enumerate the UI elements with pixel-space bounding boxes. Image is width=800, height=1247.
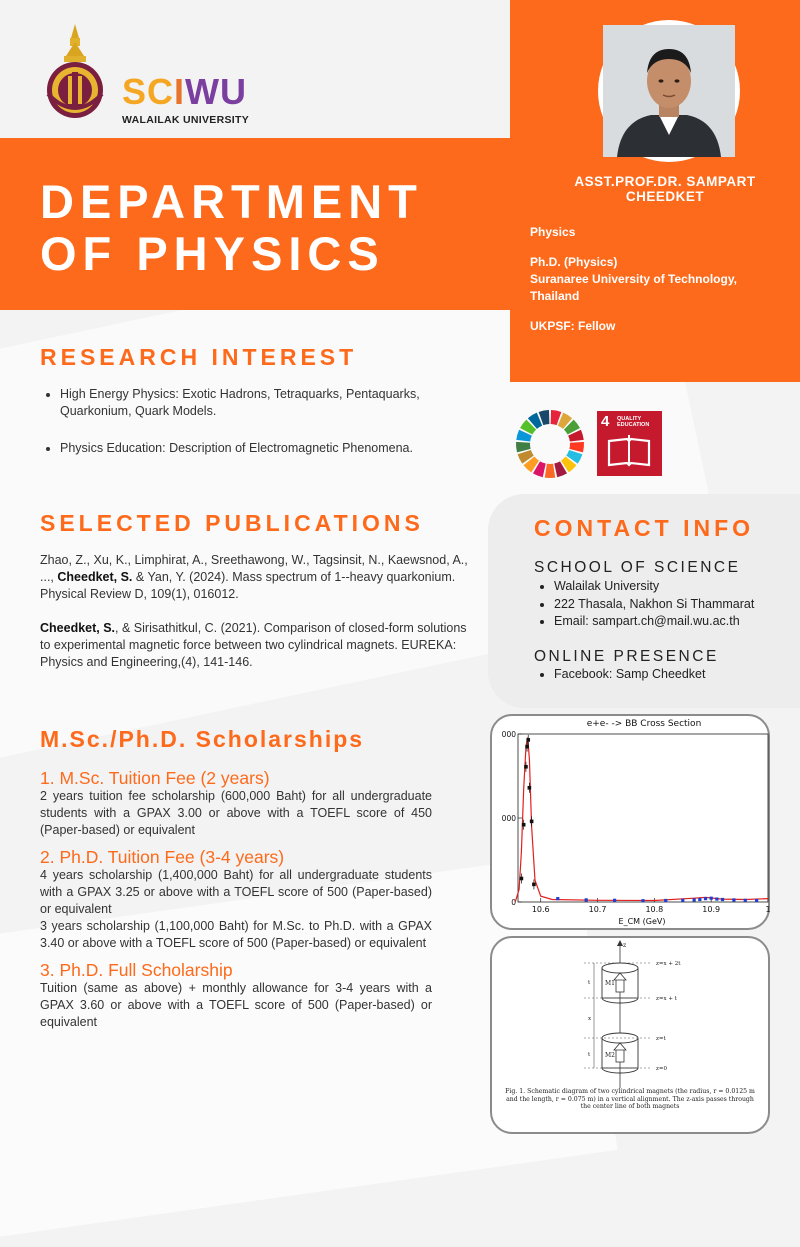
school-heading: SCHOOL OF SCIENCE bbox=[534, 559, 741, 576]
y-tick-label: 000 bbox=[501, 814, 516, 823]
x-tick-label: 10.7 bbox=[588, 905, 607, 914]
x-tick-label: 1 bbox=[765, 905, 771, 914]
scholarship-description: 2 years tuition fee scholarship (600,000 Baht) for all undergraduate students with a GPAX 3.00 or above with a TOEFL score of 450 (Paper-based) or equivalent bbox=[40, 789, 432, 837]
profile-photo-frame bbox=[598, 20, 740, 162]
data-point bbox=[641, 899, 644, 902]
research-interest-heading: RESEARCH INTEREST bbox=[40, 344, 358, 370]
sdg-goal-label: QUALITY EDUCATION bbox=[617, 416, 650, 428]
data-point bbox=[704, 897, 707, 900]
publications-list bbox=[40, 552, 470, 688]
online-presence-heading: ONLINE PRESENCE bbox=[534, 648, 719, 665]
scholarship-description: Tuition (same as above) + monthly allowance for 3-4 years with a GPAX 3.60 or above with a TOEFL score of 500 (Paper-based) or equivalent bbox=[40, 981, 432, 1029]
scholarships-list bbox=[40, 764, 432, 1039]
sdg-wheel-icon bbox=[514, 408, 586, 480]
sdg-wheel-segment bbox=[569, 442, 584, 452]
level-label: z=x + t bbox=[656, 996, 677, 1002]
research-interest-list bbox=[46, 386, 456, 477]
chart-title: e+e- -> BB Cross Section bbox=[586, 719, 702, 729]
professor-degree: Ph.D. (Physics) bbox=[530, 255, 618, 269]
data-point bbox=[715, 897, 718, 900]
professor-fellowship: UKPSF: Fellow bbox=[530, 319, 616, 333]
magnet-diagram-frame bbox=[490, 936, 770, 1134]
data-point bbox=[613, 899, 616, 902]
scholarships-heading: M.Sc./Ph.D. Scholarships bbox=[40, 726, 365, 752]
scholarship-title: 3. Ph.D. Full Scholarship bbox=[40, 960, 233, 980]
online-presence-list bbox=[540, 666, 705, 684]
data-point bbox=[524, 765, 528, 769]
publications-heading: SELECTED PUBLICATIONS bbox=[40, 510, 424, 536]
magnet-diagram bbox=[492, 938, 768, 1132]
list-item: • High Energy Physics: Exotic Hadrons, Tetraquarks, Pentaquarks, Quarkonium, Quark Models. bbox=[60, 386, 456, 420]
sdg-wheel-segment bbox=[516, 442, 531, 452]
university-seal-logo bbox=[44, 24, 106, 122]
data-point bbox=[528, 786, 532, 790]
scholarship-title: 2. Ph.D. Tuition Fee (3-4 years) bbox=[40, 847, 285, 867]
university-name: WALAILAK UNIVERSITY bbox=[122, 114, 250, 126]
publication-item: Zhao, Z., Xu, K., Limphirat, A., Sreethawong, W., Tagsinsit, N., Kaewsnod, A., ..., Cheedket, S. & Yan, Y. (2024). Mass spectrum of 1--heavy quarkonium. Physical Review D, 109(1), 016012. bbox=[40, 553, 468, 601]
data-point bbox=[744, 899, 747, 902]
author-highlight: Cheedket, S. bbox=[57, 570, 133, 584]
department-title: DEPARTMENT OF PHYSICS bbox=[40, 175, 423, 280]
chart-xlabel: E_CM (GeV) bbox=[618, 917, 666, 926]
data-point bbox=[693, 898, 696, 901]
data-point bbox=[721, 898, 724, 901]
y-tick-label: 000 bbox=[501, 730, 516, 739]
data-point bbox=[520, 877, 524, 881]
publication-item: Cheedket, S., & Sirisathitkul, C. (2021). Comparison of closed-form solutions to experimental magnetic force between two cylindrical magnets. EUREKA: Physics and Engineering,(4), 141-146. bbox=[40, 621, 467, 669]
professor-name: ASST.PROF.DR. SAMPART CHEEDKET bbox=[574, 174, 756, 204]
email-link[interactable]: • Email: sampart.ch@mail.wu.ac.th bbox=[554, 613, 754, 631]
z-axis-label: z bbox=[623, 942, 627, 949]
x-tick-label: 10.8 bbox=[645, 905, 664, 914]
professor-field: Physics bbox=[530, 225, 576, 239]
data-point bbox=[681, 899, 684, 902]
profile-panel bbox=[510, 0, 800, 382]
sdg-goal-number: 4 bbox=[601, 413, 610, 430]
magnet-label: M2 bbox=[605, 1052, 615, 1059]
plot-area bbox=[518, 734, 768, 902]
data-point bbox=[664, 899, 667, 902]
dimension-label: t bbox=[588, 1052, 591, 1058]
scholarship-item bbox=[40, 768, 432, 839]
professor-institution: Suranaree University of Technology, Thailand bbox=[530, 272, 737, 303]
x-tick-label: 10.9 bbox=[702, 905, 721, 914]
data-point bbox=[585, 898, 588, 901]
author-highlight: Cheedket, S. bbox=[40, 621, 116, 635]
list-item: • 222 Thasala, Nakhon Si Thammarat bbox=[554, 596, 754, 614]
scholarship-title: 1. M.Sc. Tuition Fee (2 years) bbox=[40, 768, 270, 788]
data-point bbox=[710, 897, 713, 900]
school-contact-list bbox=[540, 578, 754, 631]
cross-section-chart bbox=[492, 716, 771, 928]
sdg-wheel-segment bbox=[545, 464, 555, 478]
list-item: • Walailak University bbox=[554, 578, 754, 596]
data-point bbox=[526, 738, 530, 742]
level-label: z=x + 2t bbox=[656, 961, 681, 967]
scholarship-item bbox=[40, 847, 432, 952]
facebook-link[interactable]: • Facebook: Samp Cheedket bbox=[554, 666, 705, 684]
x-tick-label: 10.6 bbox=[531, 905, 550, 914]
profile-photo bbox=[603, 25, 735, 157]
data-point bbox=[525, 745, 529, 749]
scholarship-description: 3 years scholarship (1,100,000 Baht) for M.Sc. to Ph.D. with a GPAX 3.40 or above with a TOEFL score of 500 (Paper-based) or equivalent bbox=[40, 919, 432, 950]
sdg-4-quality-education-icon bbox=[597, 411, 662, 476]
scholarship-description: 4 years scholarship (1,400,000 Baht) for all undergraduate students with a GPAX 3.25 or above with a TOEFL score of 500 (Paper-based) or equivalent bbox=[40, 868, 432, 916]
data-point bbox=[698, 898, 701, 901]
sciwu-wordmark: SCIWU bbox=[122, 71, 248, 112]
sciwu-logo bbox=[122, 71, 272, 126]
data-point bbox=[755, 899, 758, 902]
magnet-label: M1 bbox=[605, 980, 615, 987]
list-item: • Physics Education: Description of Electromagnetic Phenomena. bbox=[60, 440, 456, 457]
department-banner bbox=[0, 138, 510, 310]
figure-caption: Fig. 1. Schematic diagram of two cylindrical magnets (the radius, r = 0.0125 m and the length, r = 0.075 m) in a vertical alignment. The z-axis passes through the center line of both magnets bbox=[505, 1088, 755, 1110]
data-point bbox=[522, 823, 526, 827]
data-point bbox=[732, 898, 735, 901]
data-point bbox=[556, 897, 559, 900]
professor-degree-block bbox=[530, 254, 784, 305]
professor-details bbox=[530, 224, 784, 348]
data-point bbox=[530, 820, 534, 824]
contact-heading: CONTACT INFO bbox=[534, 515, 755, 541]
scholarship-item bbox=[40, 960, 432, 1031]
level-label: z=t bbox=[656, 1036, 666, 1042]
dimension-label: x bbox=[588, 1016, 592, 1022]
dimension-label: t bbox=[588, 980, 591, 986]
fit-line bbox=[515, 737, 768, 902]
y-tick-label: 0 bbox=[511, 898, 516, 907]
level-label: z=0 bbox=[656, 1066, 668, 1072]
book-icon bbox=[607, 435, 651, 469]
cross-section-chart-frame bbox=[490, 714, 770, 930]
data-point bbox=[532, 883, 536, 887]
